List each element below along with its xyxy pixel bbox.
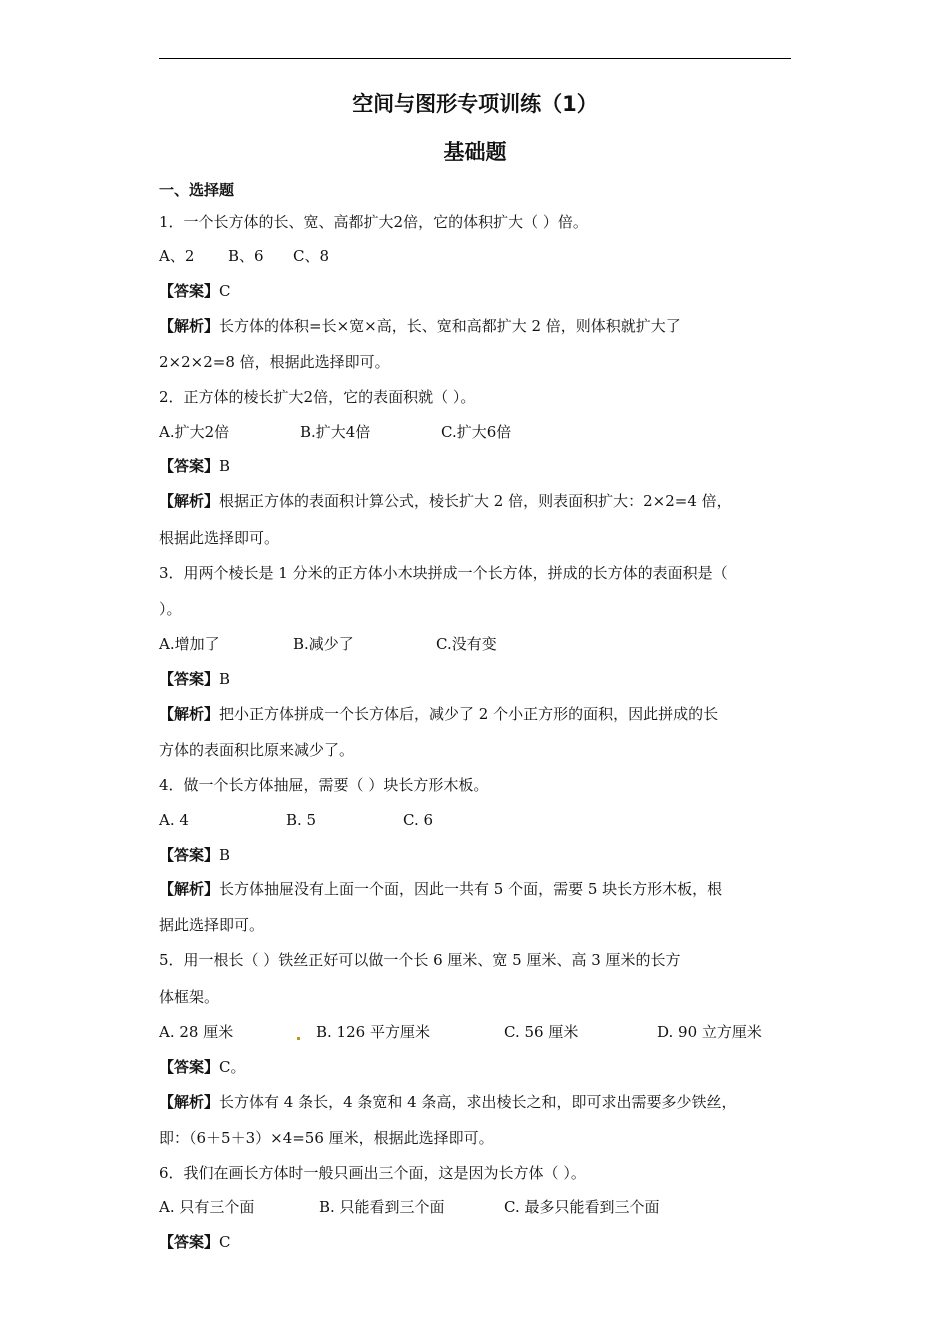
analysis-label: 【解析】 (159, 317, 220, 335)
q5-stem-line2: 体框架。 (159, 988, 220, 1006)
q6-answer-value: C (219, 1233, 231, 1251)
q4-answer-value: B (219, 846, 231, 864)
answer-label: 【答案】 (159, 282, 220, 300)
section-heading: 一、选择题 (159, 181, 235, 199)
analysis-label: 【解析】 (159, 880, 220, 898)
q3-stem-line1: 3．用两个棱长是 1 分米的正方体小木块拼成一个长方体，拼成的长方体的表面积是（ (159, 564, 728, 582)
header-rule (159, 58, 791, 59)
q2-answer-value: B (219, 457, 231, 475)
q3-option-a: A.增加了 (159, 635, 220, 653)
q1-stem: 1．一个长方体的长、宽、高都扩大2倍，它的体积扩大（ ）倍。 (159, 213, 588, 231)
q4-option-a: A. 4 (159, 811, 189, 829)
answer-label: 【答案】 (159, 1058, 220, 1076)
q5-option-b: B. 126 平方厘米 (316, 1023, 430, 1041)
q1-option-b: B、6 (228, 247, 264, 265)
q4-option-b: B. 5 (286, 811, 317, 829)
q2-option-c: C.扩大6倍 (441, 423, 512, 441)
q1-answer (159, 281, 231, 301)
q4-stem: 4．做一个长方体抽屉，需要（ ）块长方形木板。 (159, 776, 489, 794)
q6-option-a: A. 只有三个面 (159, 1198, 255, 1216)
q5-answer-value: C。 (219, 1058, 246, 1076)
q2-analysis-line2: 根据此选择即可。 (159, 529, 280, 547)
q1-option-c: C、8 (293, 247, 330, 265)
q2-option-b: B.扩大4倍 (300, 423, 371, 441)
q5-option-d: D. 90 立方厘米 (657, 1023, 762, 1041)
q3-analysis-line2: 方体的表面积比原来减少了。 (159, 741, 355, 759)
analysis-label: 【解析】 (159, 705, 220, 723)
q5-answer (159, 1057, 246, 1077)
q2-analysis-line1: 【解析】根据正方体的表面积计算公式，棱长扩大 2 倍，则表面积扩大：2×2=4 倍， (159, 492, 732, 510)
q5-option-c: C. 56 厘米 (504, 1023, 579, 1041)
q4-answer (159, 845, 230, 865)
q6-option-b: B. 只能看到三个面 (319, 1198, 445, 1216)
q1-option-a: A、2 (159, 247, 195, 265)
page-subtitle: 基础题 (443, 140, 507, 164)
speck-mark (297, 1037, 300, 1040)
analysis-label: 【解析】 (159, 492, 220, 510)
q6-option-c: C. 最多只能看到三个面 (504, 1198, 660, 1216)
q3-stem-line2: ）。 (159, 600, 182, 618)
q2-option-a: A.扩大2倍 (159, 423, 230, 441)
answer-label: 【答案】 (159, 457, 220, 475)
q5-analysis-line1: 【解析】长方体有 4 条长，4 条宽和 4 条高，求出棱长之和，即可求出需要多少铁丝， (159, 1093, 737, 1111)
q4-analysis-line2: 据此选择即可。 (159, 916, 265, 934)
q5-analysis-line2: 即：（6＋5＋3）×4=56 厘米，根据此选择即可。 (159, 1129, 494, 1147)
q4-analysis-line1: 【解析】长方体抽屉没有上面一个面，因此一共有 5 个面，需要 5 块长方形木板，根 (159, 880, 723, 898)
q3-analysis-line1: 【解析】把小正方体拼成一个长方体后，减少了 2 个小正方形的面积，因此拼成的长 (159, 705, 719, 723)
q1-answer-value: C (219, 282, 231, 300)
q4-option-c: C. 6 (403, 811, 434, 829)
page-title: 空间与图形专项训练（1） (352, 92, 598, 116)
q1-analysis-line1: 【解析】长方体的体积=长×宽×高，长、宽和高都扩大 2 倍，则体积就扩大了 (159, 317, 681, 335)
q2-answer (159, 456, 230, 476)
q3-answer (159, 669, 230, 689)
answer-label: 【答案】 (159, 670, 220, 688)
q3-option-c: C.没有变 (436, 635, 497, 653)
q5-option-a: A. 28 厘米 (159, 1023, 234, 1041)
q3-answer-value: B (219, 670, 231, 688)
answer-label: 【答案】 (159, 846, 220, 864)
answer-label: 【答案】 (159, 1233, 220, 1251)
q6-answer (159, 1232, 231, 1252)
q5-stem-line1: 5．用一根长（ ）铁丝正好可以做一个长 6 厘米、宽 5 厘米、高 3 厘米的长方 (159, 951, 681, 969)
q1-analysis-line2: 2×2×2=8 倍，根据此选择即可。 (159, 353, 390, 371)
analysis-label: 【解析】 (159, 1093, 220, 1111)
q6-stem: 6．我们在画长方体时一般只画出三个面，这是因为长方体（ ）。 (159, 1164, 586, 1182)
q2-stem: 2．正方体的棱长扩大2倍，它的表面积就（ ）。 (159, 388, 476, 406)
q3-option-b: B.减少了 (293, 635, 354, 653)
